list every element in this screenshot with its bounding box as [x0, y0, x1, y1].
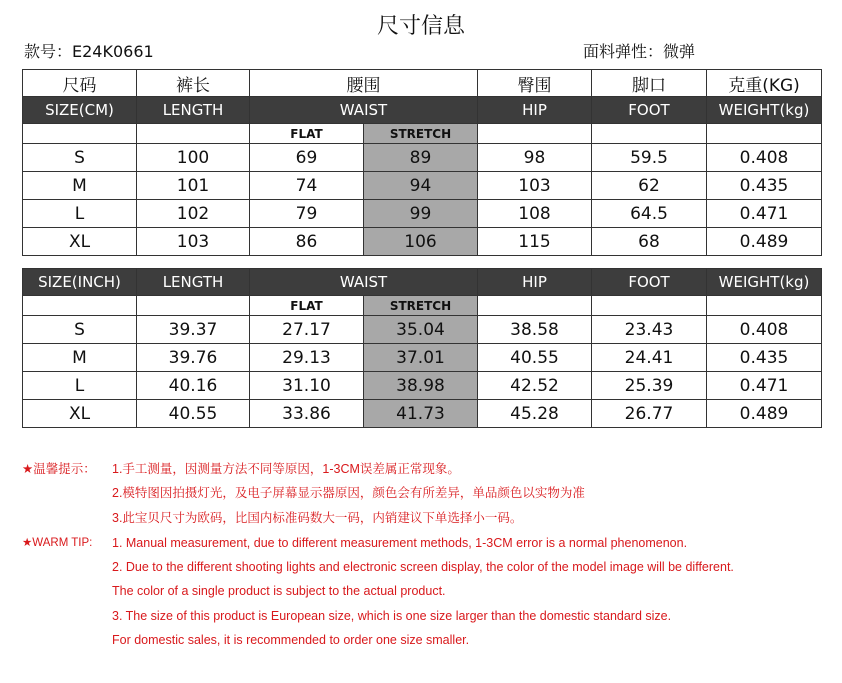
- cell-size: S: [23, 144, 137, 172]
- blank-cell: [137, 124, 250, 144]
- cell-waist-stretch: 89: [364, 144, 478, 172]
- cell-foot: 23.43: [592, 316, 707, 344]
- table-row: [23, 400, 822, 428]
- cell-hip: 45.28: [478, 400, 592, 428]
- blank-cell: [478, 296, 592, 316]
- cell-waist-flat: 29.13: [250, 344, 364, 372]
- cell-hip: 115: [478, 228, 592, 256]
- cell-waist-flat: 31.10: [250, 372, 364, 400]
- header-hip: HIP: [478, 269, 592, 296]
- cell-length: 39.37: [137, 316, 250, 344]
- blank-cell: [23, 124, 137, 144]
- cell-size: XL: [23, 228, 137, 256]
- tip-line-cn: 2.模特图因拍摄灯光，及电子屏幕显示器原因，颜色会有所差异，单品颜色以实物为准: [112, 486, 585, 500]
- cn-header-length: 裤长: [137, 70, 250, 97]
- size-table-inch: [22, 268, 822, 428]
- cell-foot: 64.5: [592, 200, 707, 228]
- tip-label-cn: ★温馨提示：: [22, 462, 96, 476]
- cell-waist-flat: 79: [250, 200, 364, 228]
- cell-length: 101: [137, 172, 250, 200]
- sub-header-flat: FLAT: [250, 124, 364, 144]
- cn-header-weight: 克重(KG): [707, 70, 822, 97]
- cell-waist-flat: 74: [250, 172, 364, 200]
- cell-waist-stretch: 38.98: [364, 372, 478, 400]
- cell-hip: 40.55: [478, 344, 592, 372]
- size-table-cm: [22, 69, 822, 256]
- cell-length: 39.76: [137, 344, 250, 372]
- blank-cell: [707, 124, 822, 144]
- cell-hip: 108: [478, 200, 592, 228]
- header-foot: FOOT: [592, 97, 707, 124]
- blank-cell: [592, 296, 707, 316]
- cell-size: L: [23, 200, 137, 228]
- table-row: [23, 372, 822, 400]
- sub-header-row: [23, 124, 822, 144]
- sub-header-stretch: STRETCH: [364, 124, 478, 144]
- cell-weight: 0.408: [707, 316, 822, 344]
- blank-cell: [707, 296, 822, 316]
- table-row: [23, 172, 822, 200]
- cell-size: L: [23, 372, 137, 400]
- cell-waist-stretch: 106: [364, 228, 478, 256]
- cell-waist-flat: 27.17: [250, 316, 364, 344]
- cell-waist-stretch: 37.01: [364, 344, 478, 372]
- cn-header-hip: 臀围: [478, 70, 592, 97]
- header-length: LENGTH: [137, 269, 250, 296]
- cn-header-waist: 腰围: [250, 70, 478, 97]
- header-weight: WEIGHT(kg): [707, 269, 822, 296]
- table-row: [23, 344, 822, 372]
- tip-line-cn: 3.此宝贝尺寸为欧码，比国内标准码数大一码，内销建议下单选择小一码。: [112, 511, 523, 525]
- cell-weight: 0.435: [707, 344, 822, 372]
- cell-waist-stretch: 35.04: [364, 316, 478, 344]
- sub-header-flat: FLAT: [250, 296, 364, 316]
- cell-waist-flat: 86: [250, 228, 364, 256]
- header-waist: WAIST: [250, 269, 478, 296]
- sub-header-stretch: STRETCH: [364, 296, 478, 316]
- table-row: [23, 228, 822, 256]
- cell-weight: 0.489: [707, 228, 822, 256]
- tip-line-en: The color of a single product is subject to the actual product.: [112, 584, 446, 598]
- cell-foot: 59.5: [592, 144, 707, 172]
- blank-cell: [137, 296, 250, 316]
- cn-header-foot: 脚口: [592, 70, 707, 97]
- tip-line-cn: 1.手工测量，因测量方法不同等原因，1-3CM误差属正常现象。: [112, 462, 460, 476]
- header-hip: HIP: [478, 97, 592, 124]
- sub-header-row: [23, 296, 822, 316]
- cell-foot: 24.41: [592, 344, 707, 372]
- header-foot: FOOT: [592, 269, 707, 296]
- cell-length: 40.55: [137, 400, 250, 428]
- cell-hip: 42.52: [478, 372, 592, 400]
- cell-foot: 25.39: [592, 372, 707, 400]
- tip-line-en: 1. Manual measurement, due to different measurement methods, 1-3CM error is a normal phenomenon.: [112, 536, 688, 550]
- cell-weight: 0.408: [707, 144, 822, 172]
- header-waist: WAIST: [250, 97, 478, 124]
- cell-waist-stretch: 99: [364, 200, 478, 228]
- cell-size: XL: [23, 400, 137, 428]
- table-row: [23, 144, 822, 172]
- cell-length: 40.16: [137, 372, 250, 400]
- header-size: SIZE(CM): [23, 97, 137, 124]
- cell-size: M: [23, 172, 137, 200]
- tip-line-en: For domestic sales, it is recommended to order one size smaller.: [112, 633, 470, 647]
- cn-header-row: [23, 70, 822, 97]
- cn-header-size: 尺码: [23, 70, 137, 97]
- fabric-elasticity: 面料弹性：微弹: [583, 42, 696, 61]
- cell-foot: 26.77: [592, 400, 707, 428]
- table-row: [23, 316, 822, 344]
- style-number: 款号：E24K0661: [24, 42, 154, 61]
- cell-waist-stretch: 41.73: [364, 400, 478, 428]
- blank-cell: [478, 124, 592, 144]
- cell-waist-stretch: 94: [364, 172, 478, 200]
- tip-line-en: 3. The size of this product is European size, which is one size larger than the domestic standard size.: [112, 609, 672, 623]
- cell-size: S: [23, 316, 137, 344]
- header-size: SIZE(INCH): [23, 269, 137, 296]
- cell-length: 100: [137, 144, 250, 172]
- cell-waist-flat: 69: [250, 144, 364, 172]
- blank-cell: [23, 296, 137, 316]
- tip-line-en: 2. Due to the different shooting lights and electronic screen display, the color of the model image will be different.: [112, 560, 734, 574]
- en-header-row: [23, 269, 822, 296]
- en-header-row: [23, 97, 822, 124]
- cell-weight: 0.489: [707, 400, 822, 428]
- cell-waist-flat: 33.86: [250, 400, 364, 428]
- cell-weight: 0.435: [707, 172, 822, 200]
- page-title: 尺寸信息: [376, 14, 465, 39]
- cell-hip: 38.58: [478, 316, 592, 344]
- cell-size: M: [23, 344, 137, 372]
- cell-length: 102: [137, 200, 250, 228]
- cell-weight: 0.471: [707, 372, 822, 400]
- cell-foot: 62: [592, 172, 707, 200]
- table-row: [23, 200, 822, 228]
- blank-cell: [592, 124, 707, 144]
- header-length: LENGTH: [137, 97, 250, 124]
- tip-label-en: ★WARM TIP:: [22, 537, 93, 549]
- cell-length: 103: [137, 228, 250, 256]
- cell-foot: 68: [592, 228, 707, 256]
- cell-weight: 0.471: [707, 200, 822, 228]
- header-weight: WEIGHT(kg): [707, 97, 822, 124]
- cell-hip: 98: [478, 144, 592, 172]
- cell-hip: 103: [478, 172, 592, 200]
